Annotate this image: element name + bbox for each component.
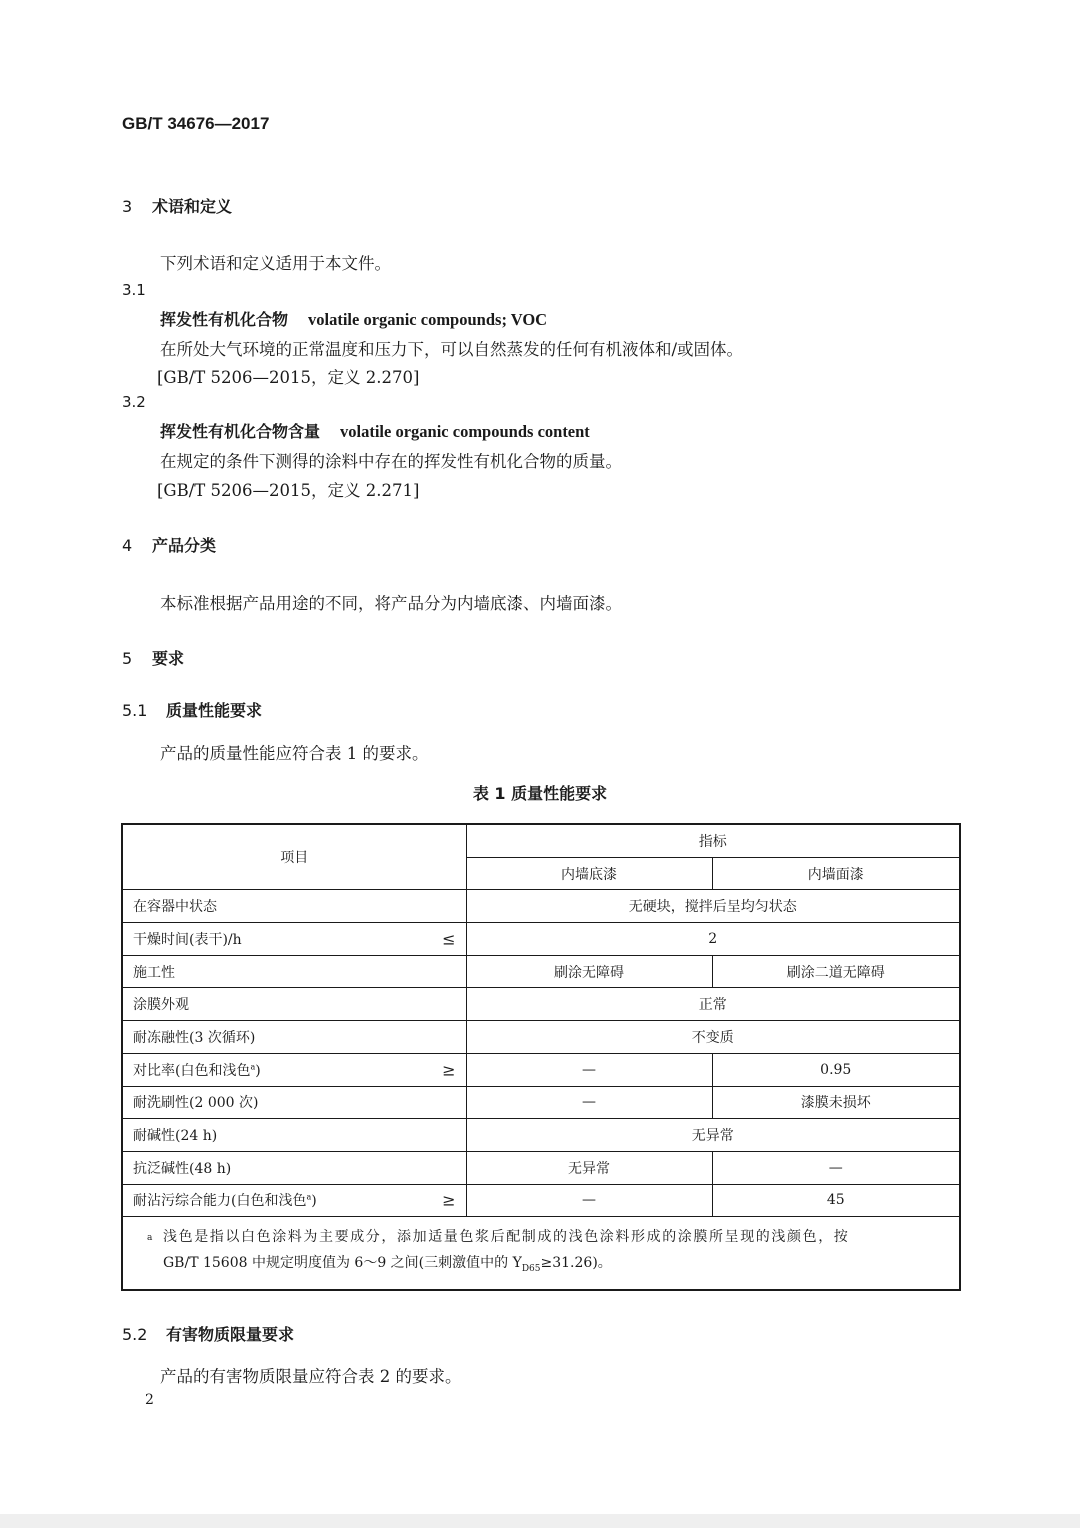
section-title: 产品分类 (152, 536, 217, 555)
term-name-zh: 挥发性有机化合物含量 (160, 422, 321, 441)
row-value-primer: — (466, 1053, 712, 1086)
section-4-text: 本标准根据产品用途的不同，将产品分为内墙底漆、内墙面漆。 (160, 594, 622, 613)
row-value: 不变质 (466, 1021, 960, 1054)
row-value: 无异常 (466, 1119, 960, 1152)
header-item: 项目 (122, 824, 466, 890)
row-value-topcoat: — (712, 1151, 960, 1184)
header-col-topcoat: 内墙面漆 (712, 857, 960, 890)
row-item: 耐冻融性(3 次循环) (122, 1021, 466, 1054)
standard-code: GB/T 34676—2017 (122, 114, 270, 133)
row-value: 无硬块，搅拌后呈均匀状态 (466, 890, 960, 923)
table-row (122, 988, 960, 1021)
term-name (160, 307, 547, 330)
table-row (122, 1184, 960, 1217)
table-header-row (122, 824, 960, 857)
row-value-primer: 刷涂无障碍 (466, 955, 712, 988)
term-name-zh: 挥发性有机化合物 (160, 310, 289, 329)
section-title: 质量性能要求 (166, 701, 263, 720)
table-row (122, 1021, 960, 1054)
term-number: 3.1 (122, 281, 146, 299)
footnote-line: GB/T 15608 中规定明度值为 6～9 之间(三刺激值中的 $Y_{D65}\ge 31.26$)。 (163, 1255, 612, 1275)
header-col-primer: 内墙底漆 (466, 857, 712, 890)
footnote-mark: a (306, 1192, 312, 1202)
quality-requirements-table (121, 823, 961, 1291)
row-item: 耐碱性(24 h) (122, 1119, 466, 1152)
table-row (122, 1151, 960, 1184)
row-item: 抗泛碱性(48 h) (122, 1151, 466, 1184)
section-5-2-text: 产品的有害物质限量应符合表 2 的要求。 (160, 1367, 462, 1386)
section-title: 要求 (152, 649, 185, 668)
table-row (122, 890, 960, 923)
term-source: [GB/T 5206—2015，定义 2.271] (157, 481, 420, 500)
row-value-topcoat: 刷涂二道无障碍 (712, 955, 960, 988)
section-5-1-heading (122, 698, 262, 721)
table-row (122, 1086, 960, 1119)
table-row (122, 1053, 960, 1086)
footnote-line: 浅色是指以白色涂料为主要成分，添加适量色浆后配制成的浅色涂料形成的涂膜所呈现的浅颜色，按 (163, 1229, 850, 1246)
row-value: 2 (466, 923, 960, 956)
row-item: 施工性 (122, 955, 466, 988)
term-number: 3.2 (122, 393, 146, 411)
row-value-topcoat: 0.95 (712, 1053, 960, 1086)
row-item: 在容器中状态 (122, 890, 466, 923)
section-number: 3 (122, 197, 133, 216)
table-row (122, 1119, 960, 1152)
page-bottom-edge (0, 1514, 1080, 1528)
section-title: 术语和定义 (152, 197, 233, 216)
section-number: 5 (122, 649, 133, 668)
table-row (122, 955, 960, 988)
operator: ≥ (442, 1190, 456, 1210)
row-item: 耐洗刷性(2 000 次) (122, 1086, 466, 1119)
row-value-topcoat: 漆膜未损坏 (712, 1086, 960, 1119)
term-definition: 在所处大气环境的正常温度和压力下，可以自然蒸发的任何有机液体和/或固体。 (160, 340, 744, 359)
term-name (160, 419, 590, 442)
row-item: 涂膜外观 (122, 988, 466, 1021)
section-5-2-heading (122, 1322, 294, 1345)
table-footnote (122, 1217, 960, 1291)
row-value-primer: 无异常 (466, 1151, 712, 1184)
table-footnote-row (122, 1217, 960, 1291)
term-name-en: volatile organic compounds content (340, 422, 590, 441)
page-number: 2 (145, 1392, 154, 1408)
operator: ≥ (442, 1060, 456, 1080)
operator: ≤ (442, 929, 456, 949)
row-item: 干燥时间(表干)/h ≤ (122, 923, 466, 956)
section-5-1-text: 产品的质量性能应符合表 1 的要求。 (160, 744, 429, 763)
row-value-primer: — (466, 1086, 712, 1119)
term-definition: 在规定的条件下测得的涂料中存在的挥发性有机化合物的质量。 (160, 452, 622, 471)
section-number: 4 (122, 536, 133, 555)
section-3-heading (122, 194, 232, 217)
row-value-topcoat: 45 (712, 1184, 960, 1217)
section-5-heading (122, 646, 184, 669)
section-title: 有害物质限量要求 (166, 1325, 295, 1344)
table-row (122, 923, 960, 956)
footnote-mark: a (147, 1233, 153, 1244)
row-item: 耐沾污综合能力(白色和浅色$^a$) ≥ (122, 1184, 466, 1217)
row-value: 正常 (466, 988, 960, 1021)
section-number: 5.1 (122, 701, 148, 720)
section-4-heading (122, 533, 216, 556)
header-indicator: 指标 (466, 824, 960, 857)
term-source: [GB/T 5206—2015，定义 2.270] (157, 368, 420, 387)
table-caption: 表 1 质量性能要求 (472, 784, 608, 803)
section-3-intro: 下列术语和定义适用于本文件。 (160, 254, 391, 273)
section-number: 5.2 (122, 1325, 148, 1344)
footnote-mark: a (250, 1062, 256, 1071)
term-name-en: volatile organic compounds; VOC (308, 310, 548, 329)
row-item: 对比率(白色和浅色$^a$) ≥ (122, 1053, 466, 1086)
row-value-primer: — (466, 1184, 712, 1217)
